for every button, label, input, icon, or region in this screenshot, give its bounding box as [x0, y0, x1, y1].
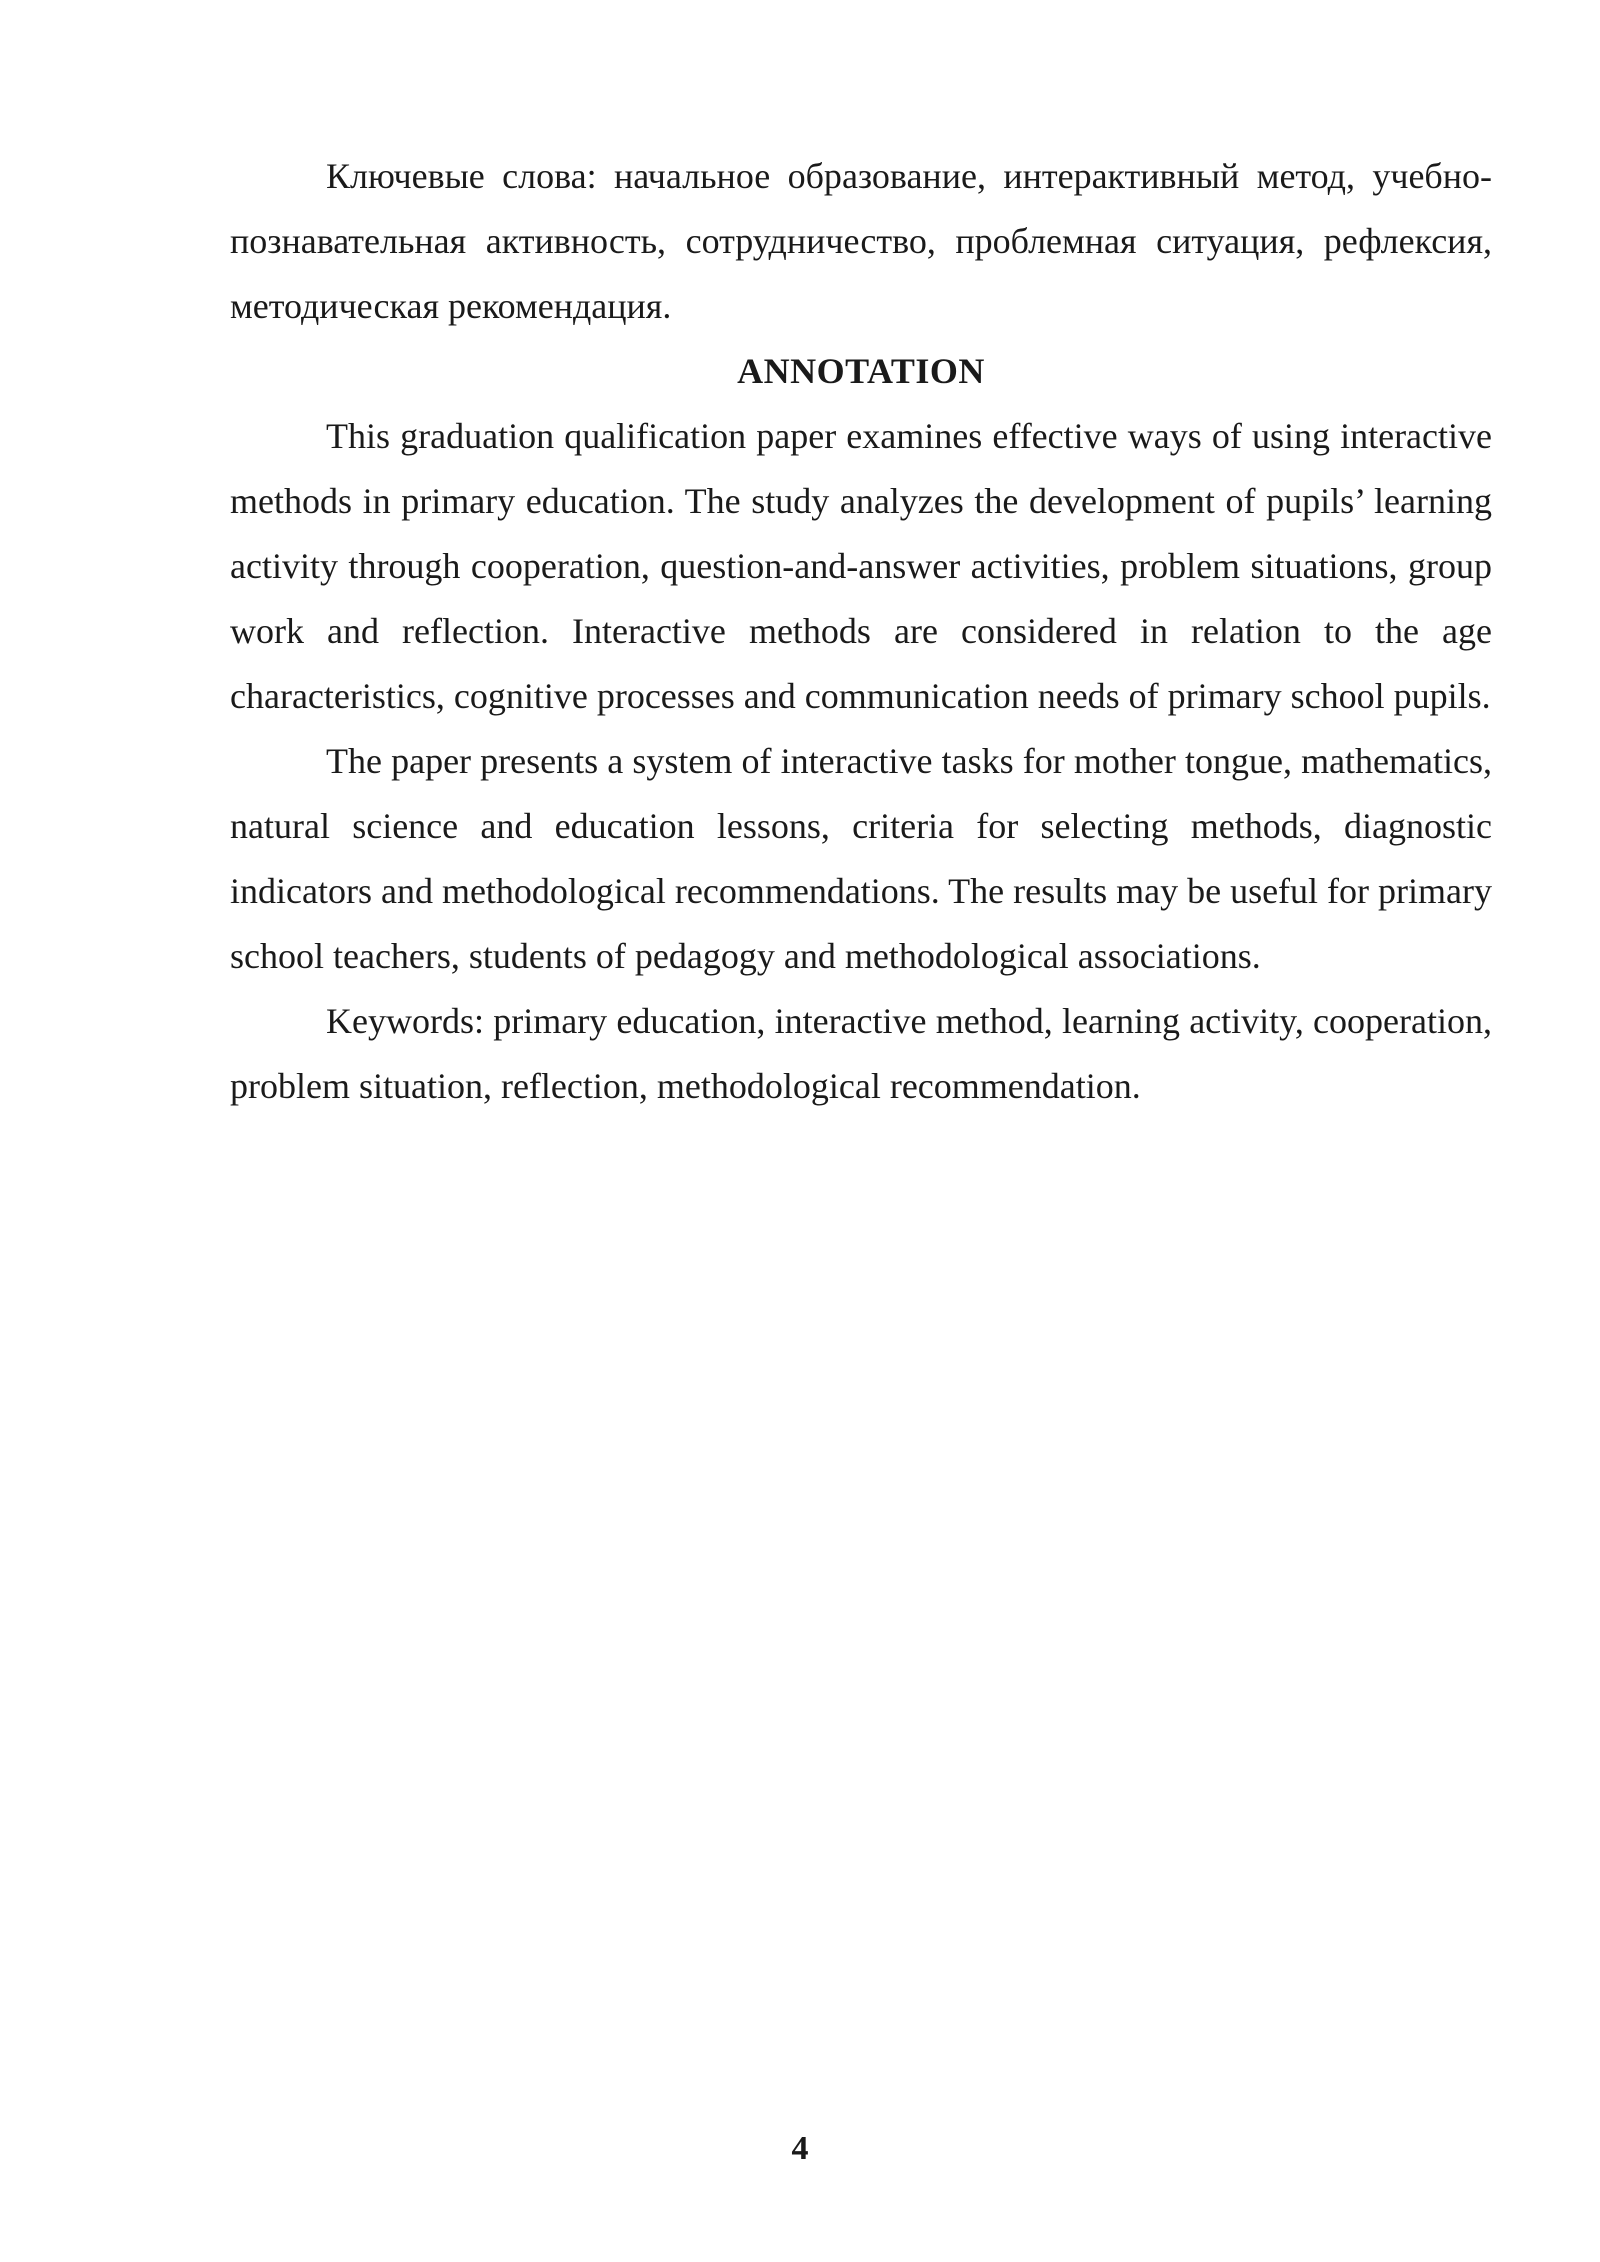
- annotation-heading: ANNOTATION: [737, 351, 985, 391]
- annotation-paragraph-2: The paper presents a system of interactive tasks for mother tongue, mathematics, natural science and education lessons, criteria for selecting methods, diagnostic indicators and methodological recommendations. The results may be useful for primary school teachers, students of pedagogy and methodological associations.: [230, 741, 1492, 976]
- keywords-en-paragraph: Keywords: primary education, interactive method, learning activity, cooperation, problem situation, reflection, methodological recommendation.: [230, 1001, 1492, 1106]
- document-body: [230, 144, 1492, 1119]
- keywords-ru-paragraph: Ключевые слова: начальное образование, интерактивный метод, учебно-познавательная активность, сотрудничество, проблемная ситуация, рефлексия, методическая рекомендация.: [230, 156, 1492, 326]
- page-number: 4: [791, 2130, 809, 2167]
- annotation-paragraph-1: This graduation qualification paper examines effective ways of using interactive methods in primary education. The study analyzes the development of pupils’ learning activity through cooperation, question-and-answer activities, problem situations, group work and reflection. Interactive methods are considered in relation to the age characteristics, cognitive processes and communication needs of primary school pupils.: [230, 416, 1492, 716]
